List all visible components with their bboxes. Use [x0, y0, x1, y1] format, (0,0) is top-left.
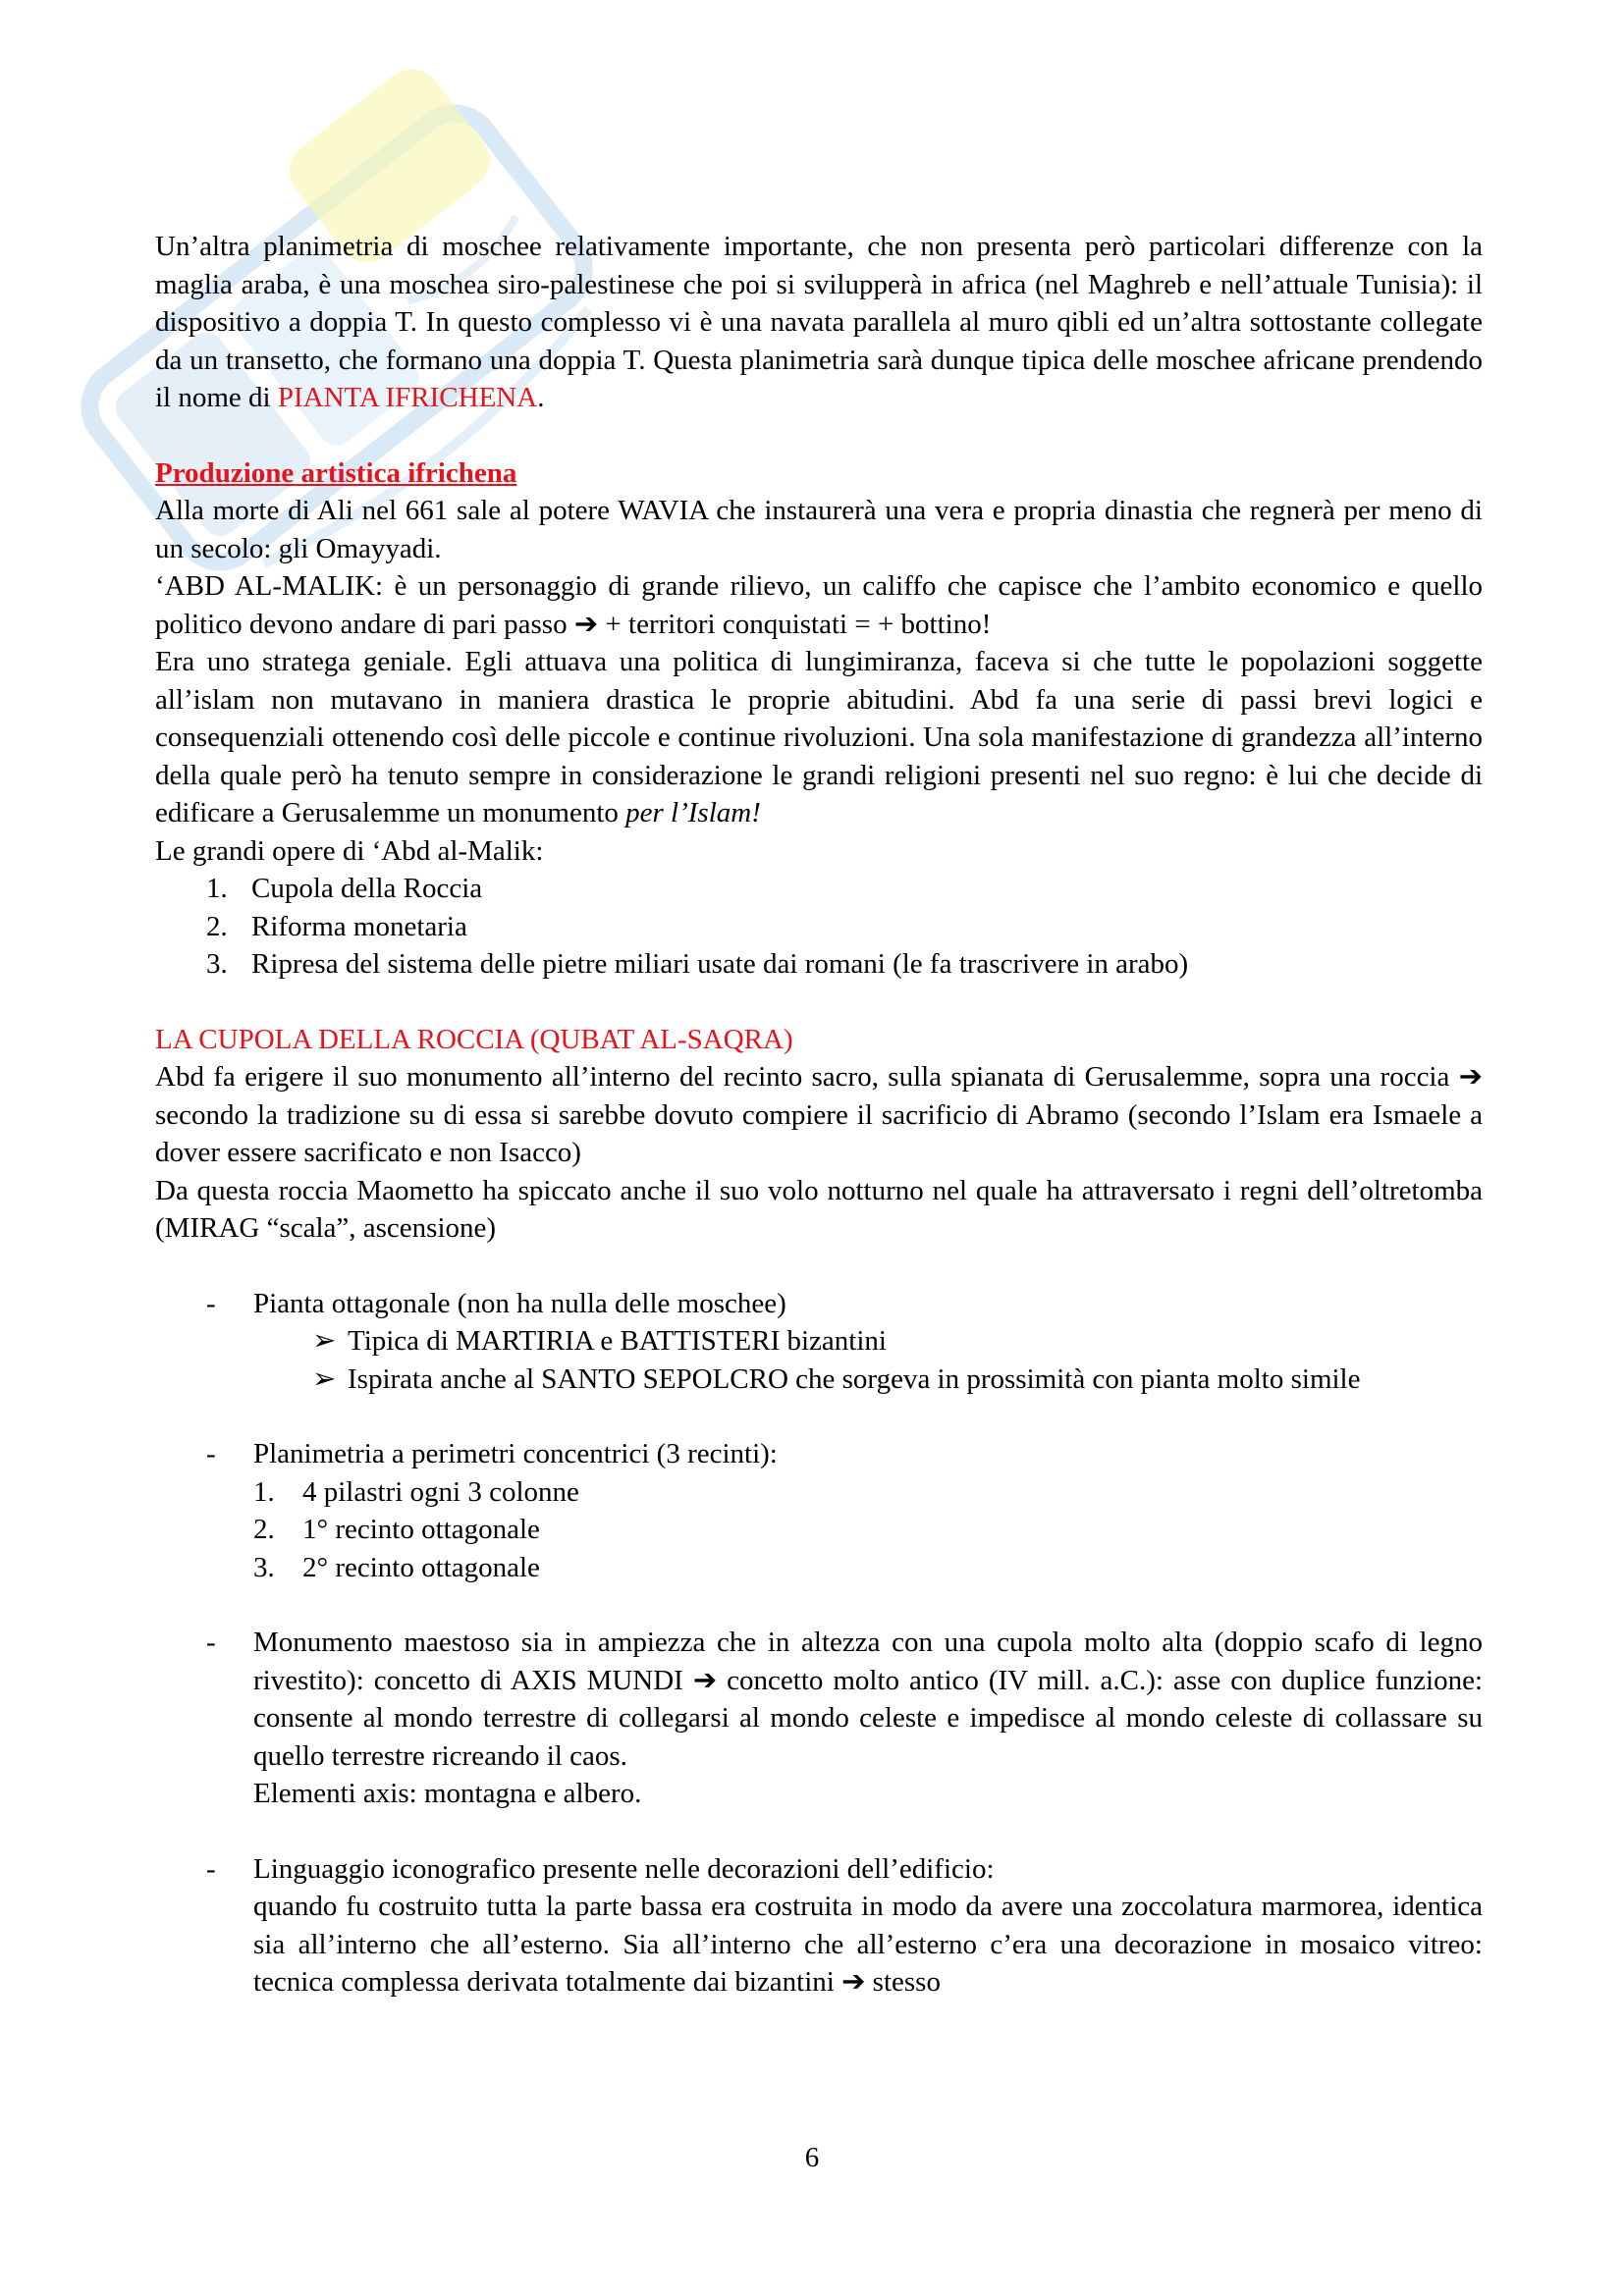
list-item: 1. 4 pilastri ogni 3 colonne [253, 1475, 579, 1508]
section-heading-cupola: LA CUPOLA DELLA ROCCIA (QUBAT AL-SAQRA) [155, 1023, 793, 1055]
dash-item-planimetria: - Planimetria a perimetri concentrici (3 recinti): [206, 1438, 778, 1469]
arrow-icon: ➔ [841, 1966, 866, 1998]
list-intro: Le grandi opere di ‘Abd al-Malik: [155, 834, 544, 867]
red-term-pianta-ifrichena: PIANTA IFRICHENA [277, 382, 538, 413]
recinti-list [155, 1473, 1483, 1587]
paragraph-abd-al-malik: ‘ABD AL-MALIK: è un personaggio di grande rilievo, un califfo che capisce che l’ambito economico e quello politico devono andare di pari passo ➔ + territori conquistati = + bottino! [155, 570, 1483, 640]
dash-item-monumento: - Monumento maestoso sia in ampiezza che in altezza con una cupola molto alta (doppio scafo di legno rivestito): concetto di AXIS MUNDI ➔ concetto molto antico (IV mill. a.C.): asse con duplice funzione: consente al mondo terrestre di collegarsi al mondo celeste e impedisce al mondo celeste di collassare su quello terrestre ricreando il caos. Elementi axis: montagna e albero. [206, 1627, 1483, 1809]
document-page [155, 228, 1483, 2002]
list-item: 2. Riforma monetaria [206, 910, 467, 942]
list-item: ➢ Ispirata anche al SANTO SEPOLCRO che sorgeva in prossimità con pianta molto simile [155, 1361, 1483, 1399]
paragraph-maometto: Da questa roccia Maometto ha spiccato anche il suo volo notturno nel quale ha attraversato i regni dell’oltretomba (MIRAG “scala”, ascensione) [155, 1174, 1483, 1244]
list-item: 1. Cupola della Roccia [206, 873, 483, 904]
dash-item-linguaggio: - Linguaggio iconografico presente nelle decorazioni dell’edificio: quando fu costruito tutta la parte bassa era costruita in modo da avere una zoccolatura marmorea, identica sia all’interno che all’esterno. Sia all’interno che all’esterno c’era una decorazione in mosaico vitreo: tecnica complessa derivata totalmente dai bizantini ➔ stesso [206, 1852, 1483, 1998]
page-number: 6 [804, 2142, 820, 2173]
list-item: 3. Ripresa del sistema delle pietre miliari usate dai romani (le fa trascrivere in arabo) [206, 948, 1189, 980]
dash-item-pianta-ottagonale: - Pianta ottagonale (non ha nulla delle moschee) [206, 1287, 786, 1319]
arrow-bullet-list [155, 1322, 1483, 1398]
arrow-icon: ➔ [573, 608, 599, 640]
paragraph-omayyadi: Alla morte di Ali nel 661 sale al potere WAVIA che instaurerà una vera e propria dinastia che regnerà per meno di un secolo: gli Omayyadi. [155, 495, 1483, 564]
paragraph-stratega: Era uno stratega geniale. Egli attuava una politica di lungimiranza, faceva si che tutte le popolazioni soggette all’islam non mutavano in maniera drastica le proprie abitudini. Abd fa una serie di passi brevi logici e consequenziali ottenendo così delle piccole e continue rivoluzioni. Una sola manifestazione di grandezza all’interno della quale però ha tenuto sempre in considerazione le grandi religioni presenti nel suo regno: è lui che decide di edificare a Gerusalemme un monumento per l’Islam! [155, 646, 1483, 828]
list-item: 3. 2° recinto ottagonale [253, 1551, 540, 1583]
paragraph-pianta-ifrichena: Un’altra planimetria di moschee relativamente importante, che non presenta però particolari differenze con la maglia araba, è una moschea siro-palestinese che poi si svilupperà in africa (nel Maghreb e nell’attuale Tunisia): il dispositivo a doppia T. In questo complesso vi è una navata parallela al muro qibli ed un’altra sottostante collegate da un transetto, che formano una doppia T. Questa planimetria sarà dunque tipica delle moschee africane prendendo il nome di PIANTA IFRICHENA. [155, 231, 1483, 413]
arrowhead-bullet-icon: ➢ [312, 1325, 337, 1357]
arrow-icon: ➔ [692, 1664, 718, 1696]
list-item: 2. 1° recinto ottagonale [253, 1514, 540, 1545]
arrow-icon: ➔ [1458, 1061, 1483, 1093]
list-item: ➢ Tipica di MARTIRIA e BATTISTERI bizantini [155, 1322, 1483, 1361]
paragraph-recinto-sacro: Abd fa erigere il suo monumento all’interno del recinto sacro, sulla spianata di Gerusalemme, sopra una roccia ➔ secondo la tradizione su di essa si sarebbe dovuto compiere il sacrificio di Abramo (secondo l’Islam era Ismaele a dover essere sacrificato e non Isacco) [155, 1061, 1483, 1168]
arrowhead-bullet-icon: ➢ [312, 1362, 337, 1395]
opere-list [155, 870, 1483, 984]
section-heading-produzione: Produzione artistica ifrichena [155, 456, 517, 489]
